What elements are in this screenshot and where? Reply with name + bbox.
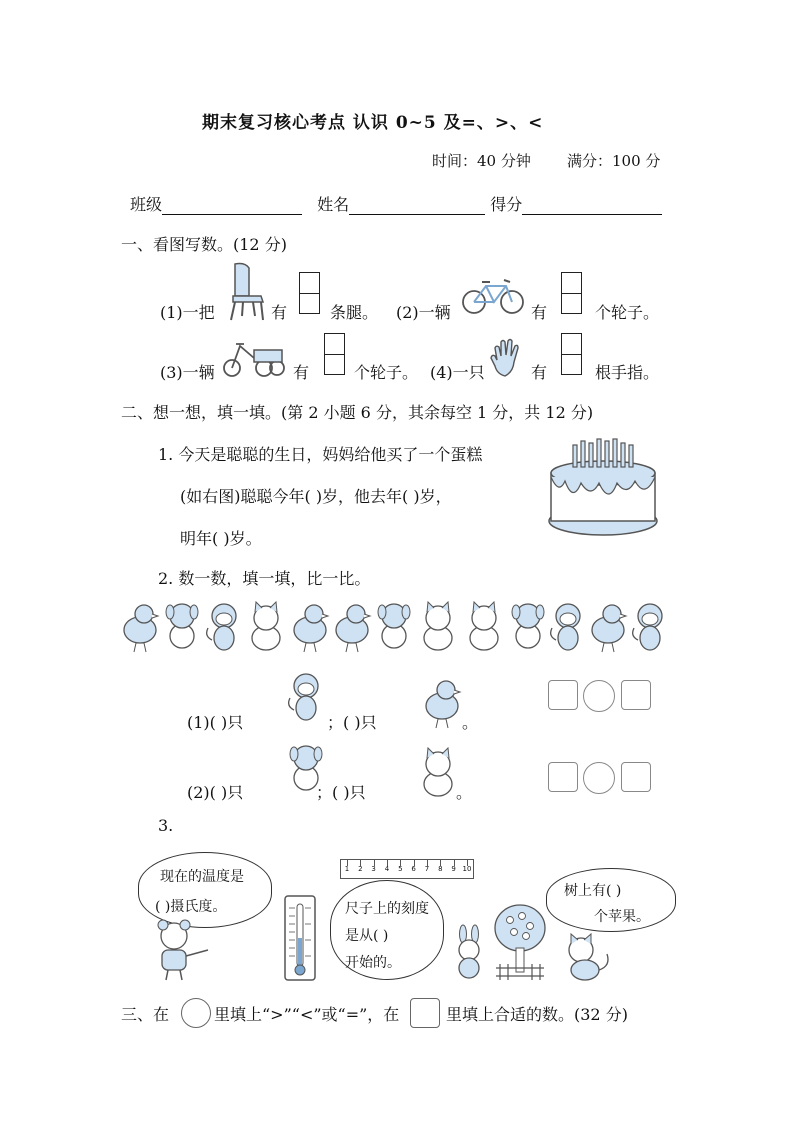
chair-icon bbox=[225, 262, 265, 320]
q4-mid: 有 bbox=[531, 363, 548, 382]
compare1-left-box[interactable] bbox=[548, 680, 578, 710]
s2-q2-sub2-b: ；( )只 bbox=[316, 783, 366, 802]
q1-mid: 有 bbox=[271, 303, 288, 322]
ruler-tick-label: 9 bbox=[451, 865, 456, 873]
bicycle-icon bbox=[462, 274, 524, 316]
monkey-icon bbox=[286, 670, 326, 726]
q3-answer-box[interactable] bbox=[324, 333, 345, 375]
birthday-cake-icon bbox=[545, 433, 665, 541]
tricycle-icon bbox=[222, 338, 284, 378]
ruler-tick-label: 5 bbox=[398, 865, 403, 873]
animal-row bbox=[120, 600, 675, 656]
compare2-right-box[interactable] bbox=[621, 762, 651, 792]
class-label: 班级 bbox=[130, 195, 163, 214]
s2-q2-sub1-a: (1)( )只 bbox=[187, 713, 244, 732]
section3-mid: 里填上“>”“<”或“=”，在 bbox=[214, 1005, 400, 1024]
q2-post: 个轮子。 bbox=[595, 303, 660, 322]
ruler-tick-label: 3 bbox=[371, 865, 376, 873]
bird-icon bbox=[422, 676, 462, 732]
q1-pre: (1)一把 bbox=[160, 303, 215, 322]
bear-icon bbox=[150, 920, 212, 982]
q1-answer-box[interactable] bbox=[299, 272, 320, 314]
section2-heading: 二、想一想，填一填。(第 2 小题 6 分，其余每空 1 分，共 12 分) bbox=[121, 403, 594, 422]
compare2-circle[interactable] bbox=[583, 762, 615, 794]
thermometer-icon bbox=[283, 894, 317, 982]
s2-q2-sub2-c: 。 bbox=[456, 783, 473, 802]
ruler-tick-label: 7 bbox=[424, 865, 430, 873]
q4-pre: (4)一只 bbox=[430, 363, 485, 382]
section3-post: 里填上合适的数。(32 分) bbox=[446, 1005, 628, 1024]
section3-circle-sample bbox=[181, 998, 211, 1028]
class-field[interactable] bbox=[162, 198, 302, 215]
cat-character-icon bbox=[563, 934, 615, 982]
compare1-right-box[interactable] bbox=[621, 680, 651, 710]
q3-mid: 有 bbox=[293, 363, 310, 382]
s2-q2-sub1-c: 。 bbox=[462, 713, 479, 732]
page-title: 期末复习核心考点 认识 0~5 及=、>、< bbox=[202, 113, 544, 133]
info-row bbox=[130, 192, 662, 215]
bubble2-line1: 尺子上的刻度 bbox=[345, 901, 429, 917]
hand-icon bbox=[491, 338, 523, 378]
bubble1-line2: ( )摄氏度。 bbox=[155, 899, 227, 915]
s2-q2-line1: 2. 数一数，填一填，比一比。 bbox=[158, 569, 371, 588]
ruler-tick-label: 2 bbox=[358, 865, 363, 873]
section3-box-sample bbox=[410, 998, 440, 1028]
temperature-bubble bbox=[138, 852, 272, 928]
ruler bbox=[340, 859, 474, 879]
s2-q1-line1: 1. 今天是聪聪的生日，妈妈给他买了一个蛋糕 bbox=[158, 445, 483, 464]
s2-q2-sub1-b: ；( )只 bbox=[327, 713, 377, 732]
bubble3-line1: 树上有( ) bbox=[564, 883, 622, 899]
q4-post: 根手指。 bbox=[595, 363, 660, 382]
compare2-left-box[interactable] bbox=[548, 762, 578, 792]
cat-icon bbox=[416, 746, 460, 802]
ruler-tick-label: 6 bbox=[411, 865, 416, 873]
ruler-tick-label: 8 bbox=[438, 865, 443, 873]
bubble2-line2: 是从( ) bbox=[345, 928, 389, 944]
s2-q3-label: 3. bbox=[158, 816, 174, 835]
compare1-circle[interactable] bbox=[583, 680, 615, 712]
score-field-label: 得分 bbox=[490, 195, 523, 214]
q3-pre: (3)一辆 bbox=[160, 363, 215, 382]
q4-answer-box[interactable] bbox=[561, 333, 582, 375]
q2-mid: 有 bbox=[531, 303, 548, 322]
name-field[interactable] bbox=[349, 198, 485, 215]
bubble2-line3: 开始的。 bbox=[345, 955, 401, 971]
s2-q2-sub2-a: (2)( )只 bbox=[187, 783, 244, 802]
apple-tree-icon bbox=[492, 902, 548, 982]
score-field[interactable] bbox=[522, 198, 662, 215]
section3-pre: 三、在 bbox=[121, 1005, 170, 1024]
bubble1-line1: 现在的温度是 bbox=[160, 869, 244, 885]
ruler-tick-label: 10 bbox=[462, 865, 472, 873]
s2-q1-line3: 明年( )岁。 bbox=[180, 529, 262, 548]
animals-strip bbox=[120, 600, 675, 656]
section1-heading: 一、看图写数。(12 分) bbox=[121, 235, 287, 254]
q1-post: 条腿。 bbox=[330, 303, 379, 322]
name-label: 姓名 bbox=[317, 195, 350, 214]
rabbit-icon bbox=[452, 926, 486, 980]
score-label: 满分：100 分 bbox=[567, 152, 661, 170]
ruler-tick-label: 4 bbox=[384, 865, 390, 873]
q3-post: 个轮子。 bbox=[354, 363, 419, 382]
time-label: 时间：40 分钟 bbox=[432, 152, 531, 170]
q2-pre: (2)一辆 bbox=[396, 303, 451, 322]
ruler-tick-label: 1 bbox=[344, 865, 350, 873]
q2-answer-box[interactable] bbox=[561, 272, 582, 314]
bubble3-line2: 个苹果。 bbox=[594, 909, 650, 925]
s2-q1-line2: (如右图)聪聪今年( )岁，他去年( )岁， bbox=[180, 487, 452, 506]
